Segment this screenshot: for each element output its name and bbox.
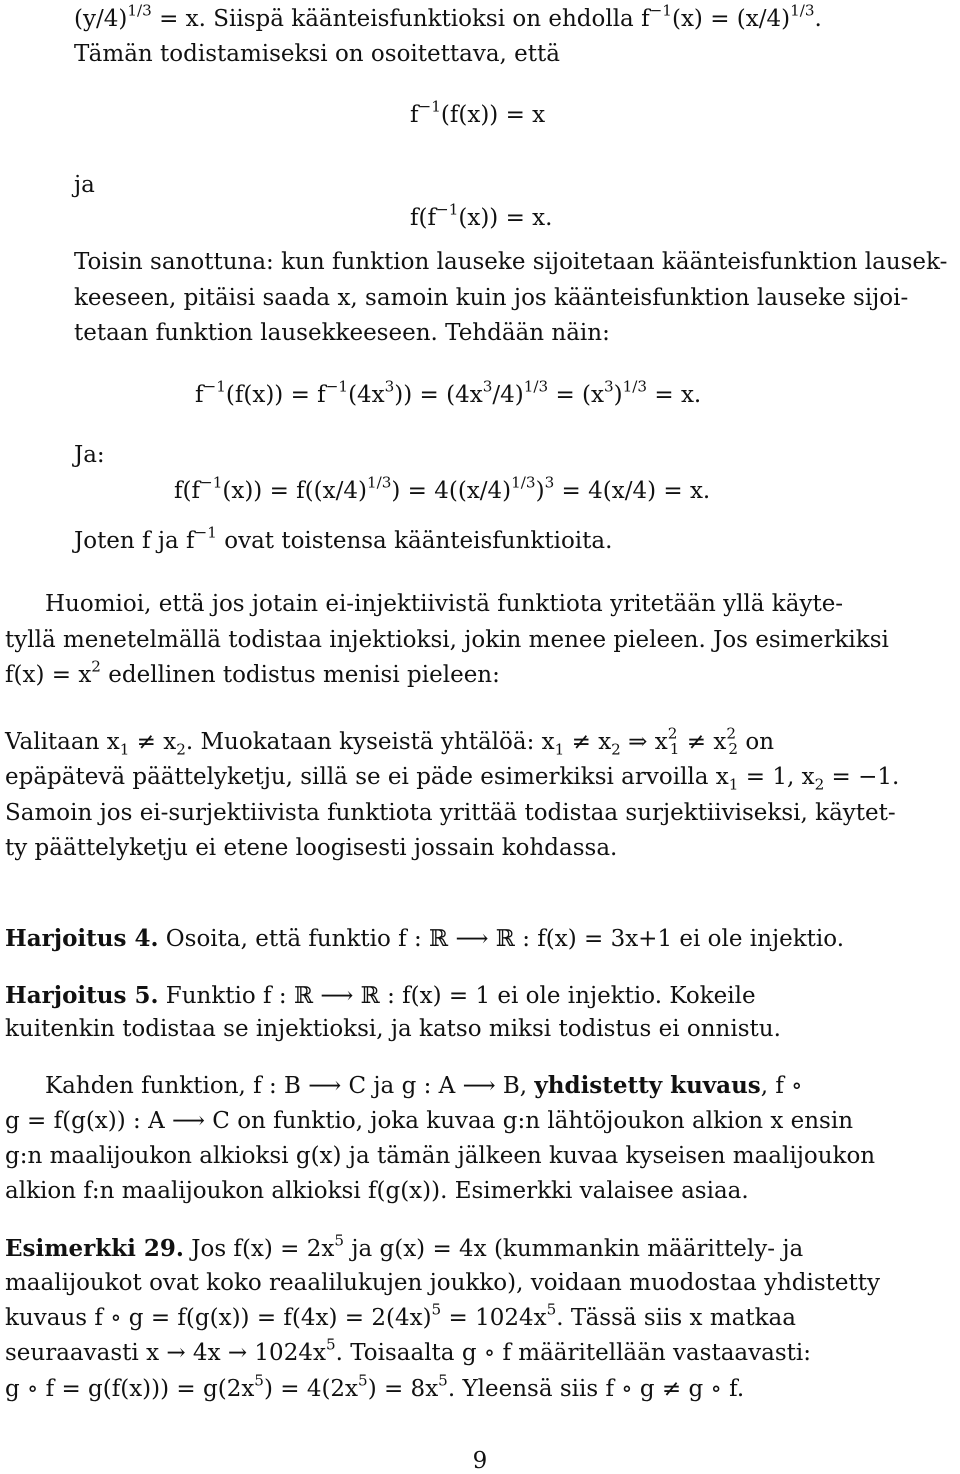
paragraph-3-line-1 xyxy=(5,724,775,759)
math-superscript: −1 xyxy=(418,97,441,116)
paragraph-3-line-3: Samoin jos ei-surjektiivista funktiota yrittää todistaa surjektiiviseksi, käytet- xyxy=(5,800,896,826)
math-fragment: kuvaus f ∘ g = f(g(x)) = f(4x) = 2(4x) xyxy=(5,1305,432,1331)
paragraph-1-line-1: Toisin sanottuna: kun funktion lauseke sijoitetaan käänteisfunktion lausek- xyxy=(74,249,948,275)
math-superscript: 1/3 xyxy=(511,473,536,492)
equation-f-of-inverse xyxy=(410,200,553,231)
definition-line-4: alkion f:n maalijoukon alkioksi f(g(x)). Esimerkki valaisee asiaa. xyxy=(5,1178,749,1204)
exercise-4 xyxy=(5,927,844,951)
math-fragment: /4) xyxy=(492,382,524,408)
math-superscript: −1 xyxy=(325,377,349,396)
math-fragment: seuraavasti x → 4x → 1024x xyxy=(5,1340,326,1366)
equation-composition-1 xyxy=(195,377,702,408)
math-superscript: 3 xyxy=(482,377,493,396)
math-fragment: Jos f(x) = 2x xyxy=(191,1236,335,1262)
text-fragment: . Muokataan kyseistä yhtälöä: x xyxy=(185,729,555,755)
math-superscript: 3 xyxy=(604,377,614,396)
math-superscript: 2 xyxy=(726,724,736,743)
math-subscript: 2 xyxy=(176,740,186,759)
math-fragment: = 1, x xyxy=(745,764,815,790)
math-fragment: )) = (4x xyxy=(394,382,483,408)
math-superscript: −1 xyxy=(200,473,223,492)
math-subscript: 2 xyxy=(814,775,825,794)
exercise-4-heading: Harjoitus 4. xyxy=(5,925,159,952)
text-line-1 xyxy=(74,1,822,32)
page-number: 9 xyxy=(472,1448,488,1474)
example-29-line-4 xyxy=(5,1335,812,1366)
math-fragment: f xyxy=(410,102,419,128)
definition-line-3: g:n maalijoukon alkioksi g(x) ja tämän jälkeen kuvaa kyseisen maalijoukon xyxy=(5,1143,876,1169)
math-fragment: f(f xyxy=(410,205,436,231)
math-fragment: (4x xyxy=(348,382,385,408)
math-fragment: ) = 4((x/4) xyxy=(391,478,512,504)
text-fragment: . xyxy=(814,6,822,32)
math-superscript: 1/3 xyxy=(622,377,648,396)
math-superscript: 5 xyxy=(431,1300,442,1319)
paragraph-2-line-1: Huomioi, että jos jotain ei-injektiivistä funktiota yritetään yllä käyte- xyxy=(45,591,844,617)
math-superscript: −1 xyxy=(436,200,459,219)
math-fragment: (f(x)) = f xyxy=(225,382,326,408)
text-fragment: . Tässä siis x matkaa xyxy=(556,1305,796,1331)
math-fragment: ≠ x xyxy=(136,729,177,755)
text-fragment: Valitaan x xyxy=(5,729,120,755)
text-fragment: ja g(x) = 4x (kummankin määrittely- ja xyxy=(351,1236,804,1262)
paragraph-2-line-2: tyllä menetelmällä todistaa injektioksi, jokin menee pieleen. Jos esimerkiksi xyxy=(5,627,889,653)
paragraph-1-line-2: keeseen, pitäisi saada x, samoin kuin jos käänteisfunktion lauseke sijoi- xyxy=(74,285,909,311)
exercise-5-line-2: kuitenkin todistaa se injektioksi, ja katso miksi todistus ei onnistu. xyxy=(5,1016,781,1042)
conclusion-line xyxy=(74,523,613,554)
math-superscript: 1/3 xyxy=(366,473,392,492)
math-superscript: 5 xyxy=(358,1371,368,1390)
example-29-line-3 xyxy=(5,1300,796,1331)
paragraph-1-line-3: tetaan funktion lausekkeeseen. Tehdään näin: xyxy=(74,320,610,346)
text-line-2: Tämän todistamiseksi on osoitettava, että xyxy=(74,41,560,67)
math-superscript: 5 xyxy=(546,1300,557,1319)
math-superscript: 5 xyxy=(325,1335,336,1354)
math-fragment: ) xyxy=(613,382,623,408)
exercise-5-heading: Harjoitus 5. xyxy=(5,982,159,1009)
math-superscript: 1/3 xyxy=(523,377,549,396)
definition-line-1 xyxy=(45,1074,802,1098)
math-superscript: 1/3 xyxy=(790,1,815,20)
math-superscript: 5 xyxy=(334,1231,345,1250)
ja-colon-label: Ja: xyxy=(74,442,105,468)
math-fragment: ) = 8x xyxy=(367,1376,439,1402)
text-fragment: , f ∘ xyxy=(760,1073,803,1099)
math-fragment: = 4(x/4) = x. xyxy=(561,478,711,504)
text-fragment: ovat toistensa käänteisfunktioita. xyxy=(224,528,613,554)
defined-term: yhdistetty kuvaus xyxy=(534,1072,761,1099)
example-29-line-1 xyxy=(5,1231,804,1262)
paragraph-3-line-4: ty päättelyketju ei etene loogisesti jossain kohdassa. xyxy=(5,835,618,861)
example-29-line-2: maalijoukot ovat koko reaalilukujen joukko), voidaan muodostaa yhdistetty xyxy=(5,1270,881,1296)
math-fragment: g ∘ f = g(f(x))) = g(2x xyxy=(5,1376,255,1402)
ja-label: ja xyxy=(74,172,95,198)
text-fragment: = x. Siispä käänteisfunktioksi on ehdolla f xyxy=(159,6,650,32)
math-fragment: ⇒ x xyxy=(628,729,668,755)
exercise-5-line-1 xyxy=(5,984,756,1008)
math-superscript: −1 xyxy=(194,523,217,542)
math-superscript: 3 xyxy=(384,377,395,396)
math-fragment: (x) = (x/4) xyxy=(671,6,791,32)
exercise-4-text: Osoita, että funktio f : ℝ ⟶ ℝ : f(x) = 3x+1 ei ole injektio. xyxy=(165,926,845,952)
math-superscript: 5 xyxy=(438,1371,448,1390)
text-fragment: Joten f ja f xyxy=(74,528,195,554)
math-superscript: 3 xyxy=(544,473,555,492)
math-fragment: (x)) = x. xyxy=(458,205,553,231)
text-fragment: on xyxy=(745,729,775,755)
math-superscript: 2 xyxy=(667,724,678,743)
math-fragment: f(f xyxy=(174,478,200,504)
math-subscript: 1 xyxy=(119,740,130,759)
example-29-heading: Esimerkki 29. xyxy=(5,1235,184,1262)
math-fragment: = x. xyxy=(654,382,702,408)
math-fragment: = −1. xyxy=(831,764,900,790)
math-subscript: 2 xyxy=(611,740,621,759)
math-subscript: 1 xyxy=(669,740,680,759)
text-fragment: Kahden funktion, f : B ⟶ C ja g : A ⟶ B, xyxy=(45,1073,528,1099)
text-fragment: . Yleensä siis f ∘ g ≠ g ∘ f. xyxy=(447,1376,745,1402)
math-superscript: 2 xyxy=(91,657,101,676)
equation-composition-2 xyxy=(174,473,711,504)
paragraph-2-line-3 xyxy=(5,657,500,688)
math-fragment: = 1024x xyxy=(448,1305,547,1331)
paragraph-3-line-2 xyxy=(5,764,900,794)
math-superscript: −1 xyxy=(203,377,226,396)
math-subscript: 1 xyxy=(554,740,565,759)
math-superscript: −1 xyxy=(649,1,672,20)
math-fragment: (f(x)) = x xyxy=(440,102,546,128)
exercise-5-text: Funktio f : ℝ ⟶ ℝ : f(x) = 1 ei ole injektio. Kokeile xyxy=(165,983,756,1009)
math-fragment: f xyxy=(195,382,204,408)
math-fragment: ≠ x xyxy=(571,729,612,755)
text-fragment: . Toisaalta g ∘ f määritellään vastaavasti: xyxy=(335,1340,812,1366)
math-superscript: 1/3 xyxy=(127,1,152,20)
math-fragment: ) = 4(2x xyxy=(263,1376,359,1402)
definition-line-2: g = f(g(x)) : A ⟶ C on funktio, joka kuvaa g:n lähtöjoukon alkion x ensin xyxy=(5,1108,854,1134)
math-fragment: (x)) = f((x/4) xyxy=(222,478,367,504)
equation-inverse-of-f xyxy=(410,97,546,128)
math-fragment: (y/4) xyxy=(74,6,128,32)
math-subscript: 1 xyxy=(728,775,739,794)
text-fragment: edellinen todistus menisi pieleen: xyxy=(108,662,500,688)
math-superscript: 5 xyxy=(254,1371,264,1390)
math-fragment: ≠ x xyxy=(686,729,727,755)
example-29-line-5 xyxy=(5,1371,745,1402)
math-fragment: = (x xyxy=(555,382,604,408)
text-fragment: epäpätevä päättelyketju, sillä se ei päde esimerkiksi arvoilla x xyxy=(5,764,729,790)
math-subscript: 2 xyxy=(728,740,739,759)
math-fragment: ) xyxy=(535,478,545,504)
math-fragment: f(x) = x xyxy=(5,662,92,688)
